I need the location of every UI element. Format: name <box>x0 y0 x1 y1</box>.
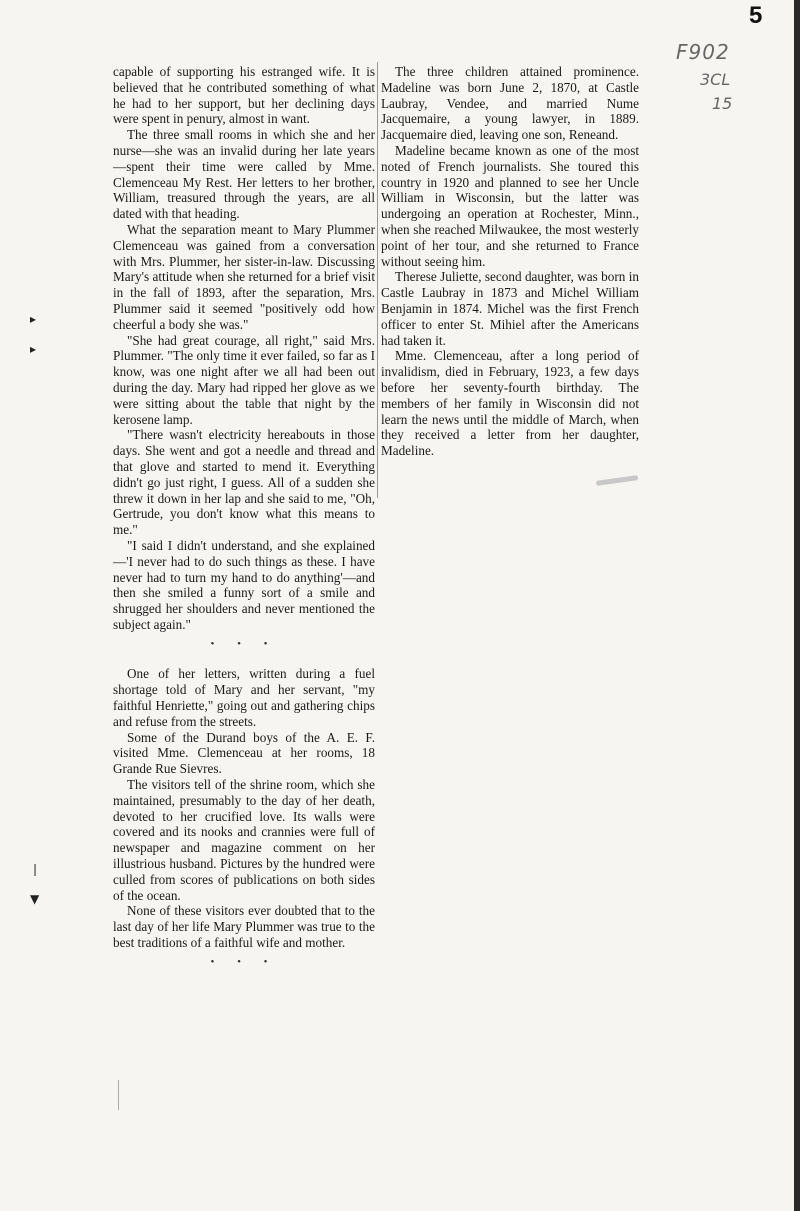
page-number: 5 <box>749 2 763 29</box>
ink-smudge <box>596 475 638 486</box>
handwritten-note-1: F902 <box>676 40 730 64</box>
article-left-column <box>113 64 375 985</box>
scan-edge <box>794 0 800 1211</box>
margin-mark: ▼ <box>30 892 40 906</box>
article-paragraph: The three children attained prominence. Madeline was born June 2, 1870, at Castle Laubray, Vendee, and married Nume Jacquemaire, a young lawyer, in 1889. Jacquemaire died, leaving one son, Reneand. <box>381 64 639 143</box>
article-paragraph: What the separation meant to Mary Plummer Clemenceau was gained from a conversation with Mrs. Plummer, her sister-in-law. Discussing Mary's attitude when she returned for a brief visit in the fall of 1893, after the separation, Mrs. Plummer said it seemed "positively odd how cheerful a body she was." <box>113 221 375 332</box>
article-paragraph: "I said I didn't understand, and she explained—'I never had to do such things as these. I have never had to turn my hand to do anything'—and then she smiled a funny sort of a smile and shrugged her shoulders and never mentioned the subject again." <box>113 537 375 632</box>
handwritten-note-2: 3CL <box>700 70 731 89</box>
margin-mark: ▸ <box>30 342 37 356</box>
column-edge-rule <box>118 1080 119 1110</box>
margin-mark: ❘ <box>30 862 41 876</box>
article-paragraph: Some of the Durand boys of the A. E. F. visited Mme. Clemenceau at her rooms, 18 Grande Rue Sievres. <box>113 729 375 777</box>
article-paragraph: capable of supporting his estranged wife. It is believed that he contributed something of what he had to her support, but her declining days were spent in penury, almost in want. <box>113 64 375 127</box>
article-paragraph: Therese Juliette, second daughter, was born in Castle Laubray in 1873 and Michel William Benjamin in 1874. Michel was the first French officer to enter St. Mihiel after the Americans had taken it. <box>381 269 639 348</box>
article-paragraph: "She had great courage, all right," said Mrs. Plummer. "The only time it ever failed, so far as I know, was one night after we all had been out during the day. Mary had ripped her glove as we were sitting about the table that night by the kerosene lamp. <box>113 332 375 427</box>
margin-mark: ▸ <box>30 312 37 326</box>
article-paragraph: The three small rooms in which she and her nurse—she was an invalid during her late years—spent their time were called by Mme. Clemenceau My Rest. Her letters to her brother, William, treasured through the years, are all dated with that heading. <box>113 127 375 222</box>
article-paragraph: Madeline became known as one of the most noted of French journalists. She toured this country in 1920 and planned to see her Uncle William in Wisconsin, but the latter was undergoing an operation at Rochester, Minn., when she reached Milwaukee, the most westerly point of her tour, and she returned to France without seeing him. <box>381 142 639 269</box>
column-divider <box>377 62 378 498</box>
article-right-column <box>381 64 639 459</box>
article-paragraph: The visitors tell of the shrine room, which she maintained, presumably to the day of her death, devoted to her crucified love. Its walls were covered and its nooks and crannies were full of newspaper and magazine comment on her illustrious husband. Pictures by the hundred were culled from scores of publications on both sides of the ocean. <box>113 777 375 903</box>
article-paragraph: Mme. Clemenceau, after a long period of invalidism, died in February, 1923, a few days before her seventy-fourth birthday. The members of her family in Wisconsin did not learn the news until the middle of March, when they received a letter from her daughter, Madeline. <box>381 348 639 459</box>
article-paragraph: One of her letters, written during a fuel shortage told of Mary and her servant, "my faithful Henriette," going out and gathering chips and refuse from the streets. <box>113 666 375 729</box>
article-paragraph: "There wasn't electricity hereabouts in those days. She went and got a needle and thread and that glove and started to mend it. Everything didn't go just right, I guess. All of a sudden she threw it down in her lap and she said to me, "Oh, Gertrude, you don't know what this means to me." <box>113 427 375 538</box>
section-separator: • • • <box>210 955 278 968</box>
article-paragraph: None of these visitors ever doubted that to the last day of her life Mary Plummer was true to the best traditions of a faithful wife and mother. <box>113 903 375 951</box>
section-separator: • • • <box>210 637 278 650</box>
handwritten-note-3: 15 <box>712 94 733 113</box>
